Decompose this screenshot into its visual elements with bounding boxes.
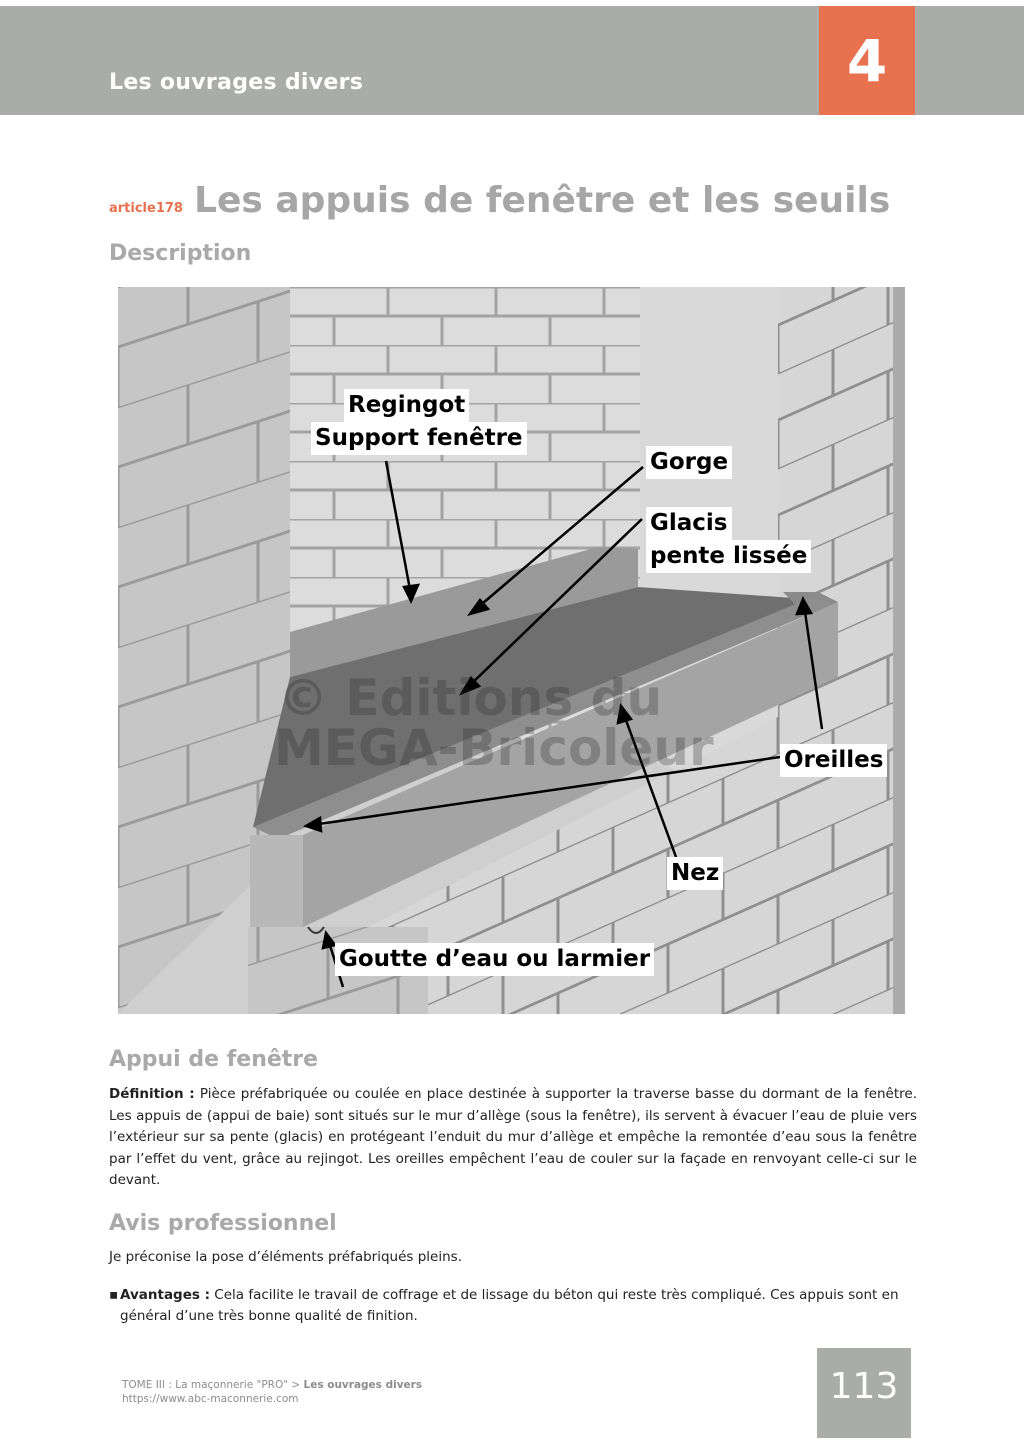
advantages-bullet	[109, 1285, 917, 1327]
callout-support-fenetre: Support fenêtre	[311, 422, 527, 455]
callout-nez: Nez	[667, 857, 723, 890]
footer	[122, 1378, 422, 1406]
chapter-number-badge: 4	[819, 6, 915, 115]
footer-tome: TOME III : La maçonnerie "PRO"	[122, 1379, 289, 1391]
definition-paragraph	[109, 1084, 917, 1192]
definition-text: Pièce préfabriquée ou coulée en place destinée à supporter la traverse basse du dormant de la fenêtre. Les appuis de (appui de baie) sont situés sur le mur d’allège (sous la fenêtre), ils servent à évacuer l’eau de pluie vers l’extérieur sur sa pente (glacis) en protégeant l’enduit du mur d’allège et empêche la remontée d’eau sous la fenêtre par l’effet du vent, grâce au rejingot. Les oreilles empêchent l’eau de couler sur la façade en renvoyant celle-ci sur le devant.	[109, 1086, 918, 1188]
footer-breadcrumb	[122, 1378, 422, 1392]
definition-label: Définition :	[109, 1086, 195, 1102]
advantages-text: Cela facilite le travail de coffrage et de lissage du béton qui reste très compliqué. Ces appuis sont en général d’une très bonne qualité de finition.	[120, 1287, 899, 1324]
advantages-label: Avantages :	[120, 1287, 211, 1303]
page-title: Les appuis de fenêtre et les seuils	[194, 180, 891, 221]
watermark-line-1: © Editions du	[278, 669, 663, 727]
sill-drawing	[118, 287, 905, 1014]
footer-section: Les ouvrages divers	[303, 1379, 423, 1391]
bullet-marker: ▪	[109, 1287, 119, 1303]
avis-heading: Avis professionnel	[109, 1211, 337, 1236]
callout-goutte-deau: Goutte d’eau ou larmier	[335, 943, 654, 976]
appui-heading: Appui de fenêtre	[109, 1047, 319, 1072]
page-number: 113	[817, 1348, 911, 1438]
watermark-line-2: MEGA-Bricoleur	[274, 719, 714, 777]
avis-intro: Je préconise la pose d’éléments préfabriqués pleins.	[109, 1249, 462, 1265]
article-tag: article178	[109, 201, 183, 216]
callout-glacis: Glacis	[646, 507, 732, 540]
callout-regingot: Regingot	[344, 389, 469, 422]
callout-oreilles: Oreilles	[780, 744, 887, 777]
section-title: Les ouvrages divers	[109, 70, 364, 95]
callout-gorge: Gorge	[646, 446, 732, 479]
window-sill-illustration	[118, 287, 905, 1014]
footer-separator: >	[288, 1379, 304, 1391]
description-heading: Description	[109, 241, 252, 266]
footer-url[interactable]: https://www.abc-maconnerie.com	[122, 1393, 299, 1405]
callout-pente-lissee: pente lissée	[646, 540, 811, 573]
